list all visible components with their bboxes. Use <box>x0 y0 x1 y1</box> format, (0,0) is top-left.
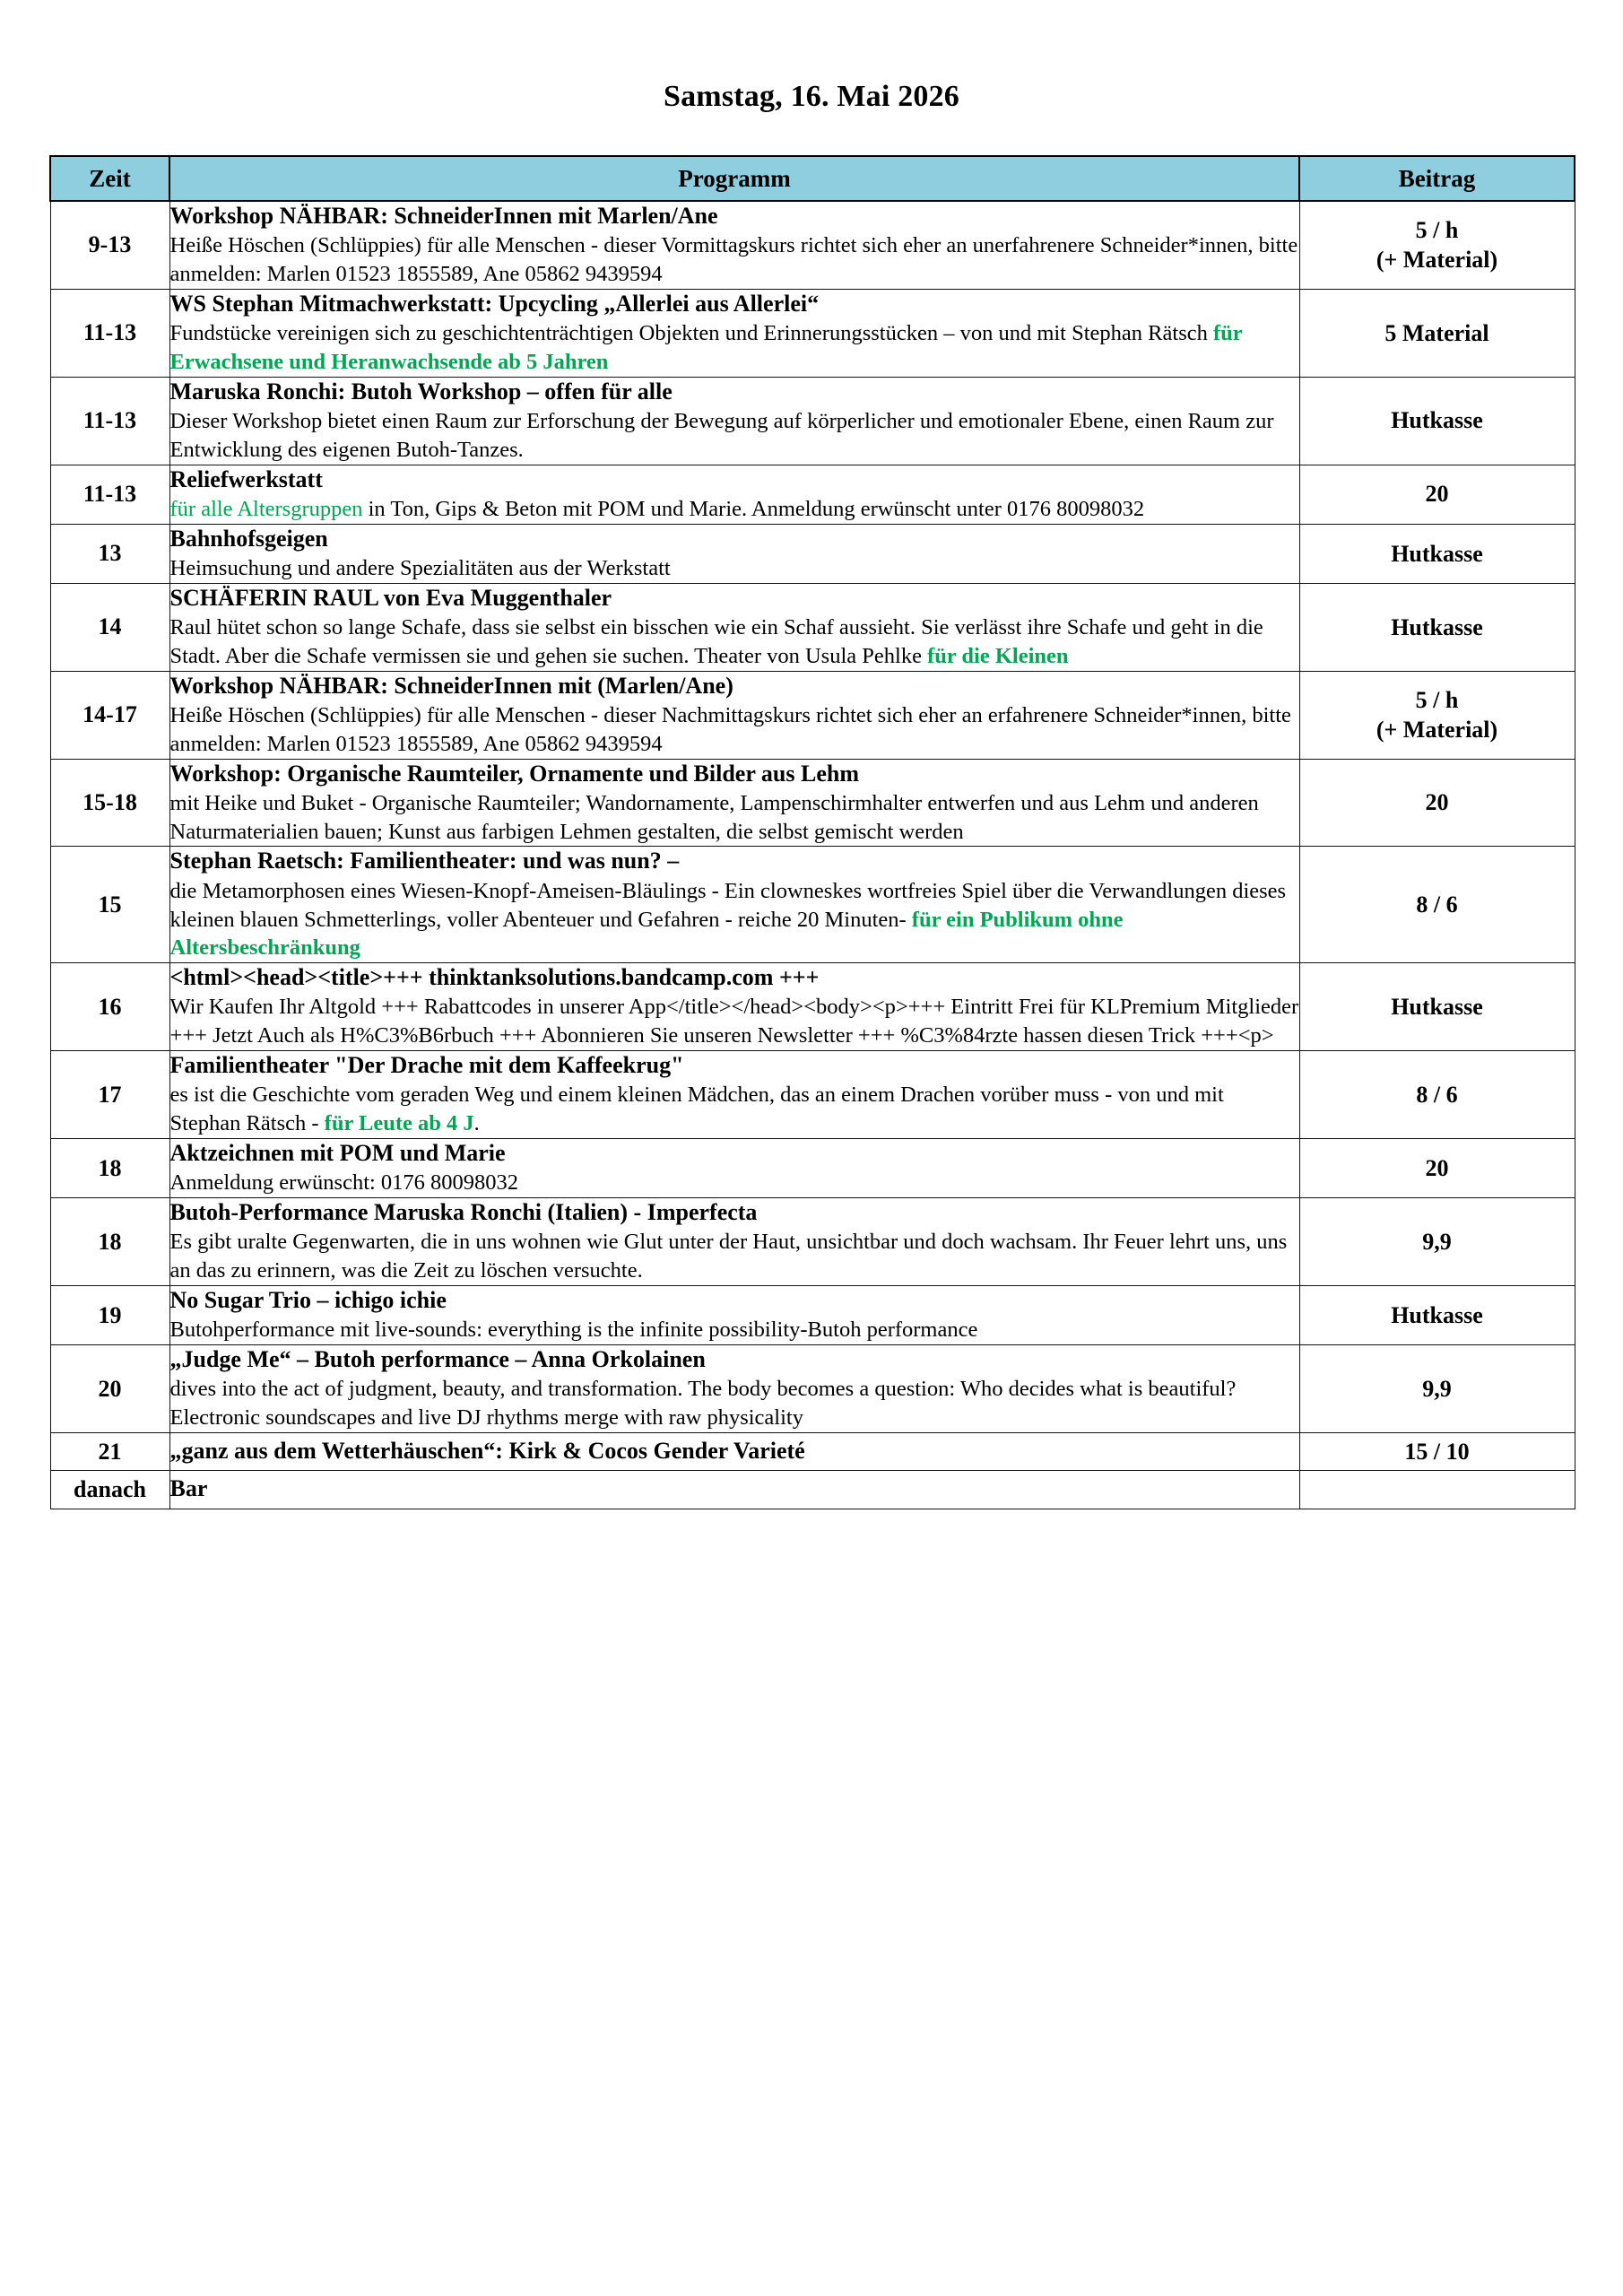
program-description-highlight: für die Kleinen <box>927 643 1069 668</box>
beitrag-line: (+ Material) <box>1376 717 1498 744</box>
program-description <box>170 789 1299 847</box>
page-title: Samstag, 16. Mai 2026 <box>663 80 960 113</box>
cell-programm <box>169 1433 1299 1471</box>
program-description <box>170 877 1299 963</box>
program-title: Maruska Ronchi: Butoh Workshop – offen für alle <box>169 378 673 404</box>
beitrag-line: 8 / 6 <box>1416 1082 1458 1108</box>
cell-zeit: 15-18 <box>50 759 169 847</box>
cell-zeit: 17 <box>50 1051 169 1139</box>
table-header-row <box>50 156 1575 201</box>
table-row <box>50 289 1575 377</box>
table-row <box>50 1433 1575 1471</box>
column-header-zeit: Zeit <box>50 156 169 201</box>
table-row <box>50 524 1575 583</box>
program-description <box>170 993 1299 1050</box>
cell-zeit: 20 <box>50 1345 169 1433</box>
program-title: Aktzeichnen mit POM und Marie <box>169 1140 506 1167</box>
program-description <box>170 1228 1299 1285</box>
program-description-text: Butohperformance mit live-sounds: everything is the infinite possibility-Butoh performance <box>169 1318 978 1343</box>
cell-zeit: 19 <box>50 1286 169 1345</box>
cell-beitrag <box>1299 1051 1575 1139</box>
cell-beitrag <box>1299 671 1575 759</box>
beitrag-line: 9,9 <box>1422 1376 1452 1402</box>
cell-programm <box>169 847 1299 963</box>
program-description <box>170 495 1299 524</box>
cell-zeit: 11-13 <box>50 289 169 377</box>
cell-zeit: 21 <box>50 1433 169 1471</box>
cell-programm <box>169 583 1299 671</box>
cell-beitrag <box>1299 963 1575 1051</box>
table-row <box>50 201 1575 289</box>
program-title: „Judge Me“ – Butoh performance – Anna Orkolainen <box>169 1346 706 1373</box>
cell-programm <box>169 1198 1299 1286</box>
cell-zeit: 18 <box>50 1139 169 1198</box>
table-row <box>50 583 1575 671</box>
cell-programm <box>169 963 1299 1051</box>
program-description-highlight: für alle Altersgruppen <box>169 496 363 521</box>
program-description-text: Heimsuchung und andere Spezialitäten aus der Werkstatt <box>169 555 671 580</box>
cell-beitrag <box>1299 289 1575 377</box>
cell-programm <box>169 671 1299 759</box>
cell-programm <box>169 524 1299 583</box>
program-description <box>170 1375 1299 1432</box>
table-row <box>50 759 1575 847</box>
program-description-text: mit Heike und Buket - Organische Raumteiler; Wandornamente, Lampenschirmhalter entwerfen und aus Lehm und anderen Naturmaterialien bauen; Kunst aus farbigen Lehmen gestalten, die selbst gemischt werden <box>169 790 1259 844</box>
program-title: Workshop: Organische Raumteiler, Ornamente und Bilder aus Lehm <box>169 760 859 787</box>
program-description <box>170 407 1299 465</box>
table-row <box>50 1471 1575 1509</box>
cell-beitrag <box>1299 524 1575 583</box>
program-description-text: Raul hütet schon so lange Schafe, dass sie selbst ein bisschen wie ein Schaf aussieht. Sie verlässt ihre Schafe und geht in die Stadt. Aber die Schafe vermissen sie und gehen sie suchen. Theater von Usula Pehlke <box>169 614 1263 668</box>
program-description-text: Fundstücke vereinigen sich zu geschichtenträchtigen Objekten und Erinnerungsstücken – von und mit Stephan Rätsch <box>169 320 1213 345</box>
table-body <box>50 201 1575 1509</box>
cell-beitrag <box>1299 465 1575 524</box>
cell-beitrag <box>1299 1286 1575 1345</box>
cell-programm <box>169 465 1299 524</box>
program-title: No Sugar Trio – ichigo ichie <box>169 1287 447 1314</box>
beitrag-line: 5 / h <box>1415 686 1459 713</box>
program-title: Familientheater "Der Drache mit dem Kaffeekrug" <box>169 1052 684 1079</box>
cell-zeit: 11-13 <box>50 465 169 524</box>
cell-programm <box>169 289 1299 377</box>
cell-beitrag <box>1299 1139 1575 1198</box>
cell-zeit: 15 <box>50 847 169 963</box>
cell-programm <box>169 201 1299 289</box>
program-description-text: dives into the act of judgment, beauty, and transformation. The body becomes a question: Who decides what is beautiful? Electronic soundscapes and live DJ rhythms merge with raw physicality <box>169 1377 1237 1431</box>
beitrag-line: 20 <box>1425 481 1449 508</box>
beitrag-line: 5 / h <box>1415 216 1459 243</box>
cell-zeit: 16 <box>50 963 169 1051</box>
program-title: Reliefwerkstatt <box>169 465 323 492</box>
cell-beitrag <box>1299 759 1575 847</box>
program-description-text: Dieser Workshop bietet einen Raum zur Erforschung der Bewegung auf körperlicher und emotionaler Ebene, einen Raum zur Entwicklung des eigenen Butoh-Tanzes. <box>169 408 1274 462</box>
program-title: Bar <box>169 1475 208 1502</box>
table-row <box>50 1198 1575 1286</box>
cell-programm <box>169 1051 1299 1139</box>
beitrag-line: Hutkasse <box>1391 1302 1483 1328</box>
program-description-text: in Ton, Gips & Beton mit POM und Marie. Anmeldung erwünscht unter 0176 80098032 <box>362 496 1145 521</box>
program-title: „ganz aus dem Wetterhäuschen“: Kirk & Cocos Gender Varieté <box>169 1438 805 1465</box>
beitrag-line: 20 <box>1425 1155 1449 1181</box>
beitrag-line: 15 / 10 <box>1404 1439 1470 1465</box>
cell-programm <box>169 1286 1299 1345</box>
cell-zeit: 9-13 <box>50 201 169 289</box>
program-description <box>170 1316 1299 1344</box>
program-title: WS Stephan Mitmachwerkstatt: Upcycling „Allerlei aus Allerlei“ <box>169 290 820 317</box>
program-description-highlight: für Leute ab 4 J <box>324 1111 474 1136</box>
beitrag-line: (+ Material) <box>1376 247 1498 274</box>
beitrag-line: 9,9 <box>1422 1229 1452 1255</box>
program-title: Workshop NÄHBAR: SchneiderInnen mit (Marlen/Ane) <box>169 672 733 699</box>
beitrag-line: Hutkasse <box>1391 994 1483 1021</box>
cell-zeit: 11-13 <box>50 377 169 465</box>
column-header-beitrag: Beitrag <box>1299 156 1575 201</box>
cell-programm <box>169 377 1299 465</box>
table-row <box>50 1286 1575 1345</box>
table-row <box>50 377 1575 465</box>
beitrag-line: Hutkasse <box>1391 540 1483 567</box>
program-description-text: Heiße Höschen (Schlüppies) für alle Menschen - dieser Vormittagskurs richtet sich eher an unerfahrenere Schneider*innen, bitte anmelden: Marlen 01523 1855589, Ane 05862 9439594 <box>169 233 1298 286</box>
cell-programm <box>169 759 1299 847</box>
table-row <box>50 1345 1575 1433</box>
program-description-text: die Metamorphosen eines Wiesen-Knopf-Ameisen-Bläulings - Ein clowneskes wortfreies Spiel über die Verwandlungen dieses kleinen blauen Schmetterlings, voller Abenteuer und Gefahren - reiche 20 Minuten- <box>169 878 1287 932</box>
program-description <box>170 554 1299 583</box>
cell-beitrag <box>1299 377 1575 465</box>
program-description-suffix: . <box>473 1111 480 1136</box>
beitrag-line: 20 <box>1425 789 1449 816</box>
program-description <box>170 701 1299 759</box>
program-description-text: es ist die Geschichte vom geraden Weg und einem kleinen Mädchen, das an einem Drachen vorüber muss - von und mit Stephan Rätsch - <box>169 1083 1224 1136</box>
column-header-programm: Programm <box>169 156 1299 201</box>
program-description <box>170 231 1299 289</box>
table-row <box>50 1139 1575 1198</box>
program-description-text: Es gibt uralte Gegenwarten, die in uns wohnen wie Glut unter der Haut, unsichtbar und doch wachsam. Ihr Feuer lehrt uns, uns an das zu erinnern, was die Zeit zu löschen versuchte. <box>169 1230 1288 1283</box>
program-description <box>170 1169 1299 1197</box>
program-description-text: Anmeldung erwünscht: 0176 80098032 <box>169 1170 519 1196</box>
cell-beitrag <box>1299 1471 1575 1509</box>
cell-beitrag <box>1299 583 1575 671</box>
cell-zeit: danach <box>50 1471 169 1509</box>
cell-programm <box>169 1471 1299 1509</box>
cell-beitrag <box>1299 847 1575 963</box>
beitrag-line: Hutkasse <box>1391 613 1483 640</box>
beitrag-line: 5 Material <box>1384 319 1489 346</box>
program-description-highlight: für Erwachsene und Heranwachsende ab 5 Jahren <box>169 320 1243 374</box>
program-title: SCHÄFERIN RAUL von Eva Muggenthaler <box>169 584 612 611</box>
table-header <box>50 156 1575 201</box>
table-row <box>50 465 1575 524</box>
cell-beitrag <box>1299 1433 1575 1471</box>
program-description-text: Heiße Höschen (Schlüppies) für alle Menschen - dieser Nachmittagskurs richtet sich eher an erfahrenere Schneider*innen, bitte anmelden: Marlen 01523 1855589, Ane 05862 9439594 <box>169 702 1291 756</box>
table-row <box>50 847 1575 963</box>
beitrag-line: 8 / 6 <box>1416 891 1458 918</box>
table-row <box>50 963 1575 1051</box>
cell-beitrag <box>1299 201 1575 289</box>
program-description <box>170 319 1299 377</box>
schedule-table <box>49 155 1575 1509</box>
program-title: Stephan Raetsch: Familientheater: und was nun? – <box>169 848 680 874</box>
program-title: <html><head><title>+++ thinktanksolutions.bandcamp.com +++ <box>169 964 820 991</box>
table-row <box>50 671 1575 759</box>
program-title: Butoh-Performance Maruska Ronchi (Italien) - Imperfecta <box>169 1199 758 1226</box>
cell-zeit: 18 <box>50 1198 169 1286</box>
cell-zeit: 13 <box>50 524 169 583</box>
program-description <box>170 1081 1299 1138</box>
program-description-text: Wir Kaufen Ihr Altgold +++ Rabattcodes in unserer App</title></head><body><p>+++ Eintritt Frei für KLPremium Mitglieder +++ Jetzt Auch als H%C3%B6rbuch +++ Abonnieren Sie unseren Newsletter +++ %C3%84rzte hassen diesen Trick +++<p> <box>169 995 1299 1048</box>
program-description-highlight: für ein Publikum ohne Altersbeschränkung <box>169 907 1124 961</box>
cell-beitrag <box>1299 1345 1575 1433</box>
cell-beitrag <box>1299 1198 1575 1286</box>
program-description <box>170 613 1299 671</box>
beitrag-line: Hutkasse <box>1391 407 1483 434</box>
cell-zeit: 14 <box>50 583 169 671</box>
program-title: Bahnhofsgeigen <box>169 525 328 552</box>
cell-programm <box>169 1139 1299 1198</box>
cell-zeit: 14-17 <box>50 671 169 759</box>
program-title: Workshop NÄHBAR: SchneiderInnen mit Marlen/Ane <box>169 202 718 229</box>
cell-programm <box>169 1345 1299 1433</box>
table-row <box>50 1051 1575 1139</box>
